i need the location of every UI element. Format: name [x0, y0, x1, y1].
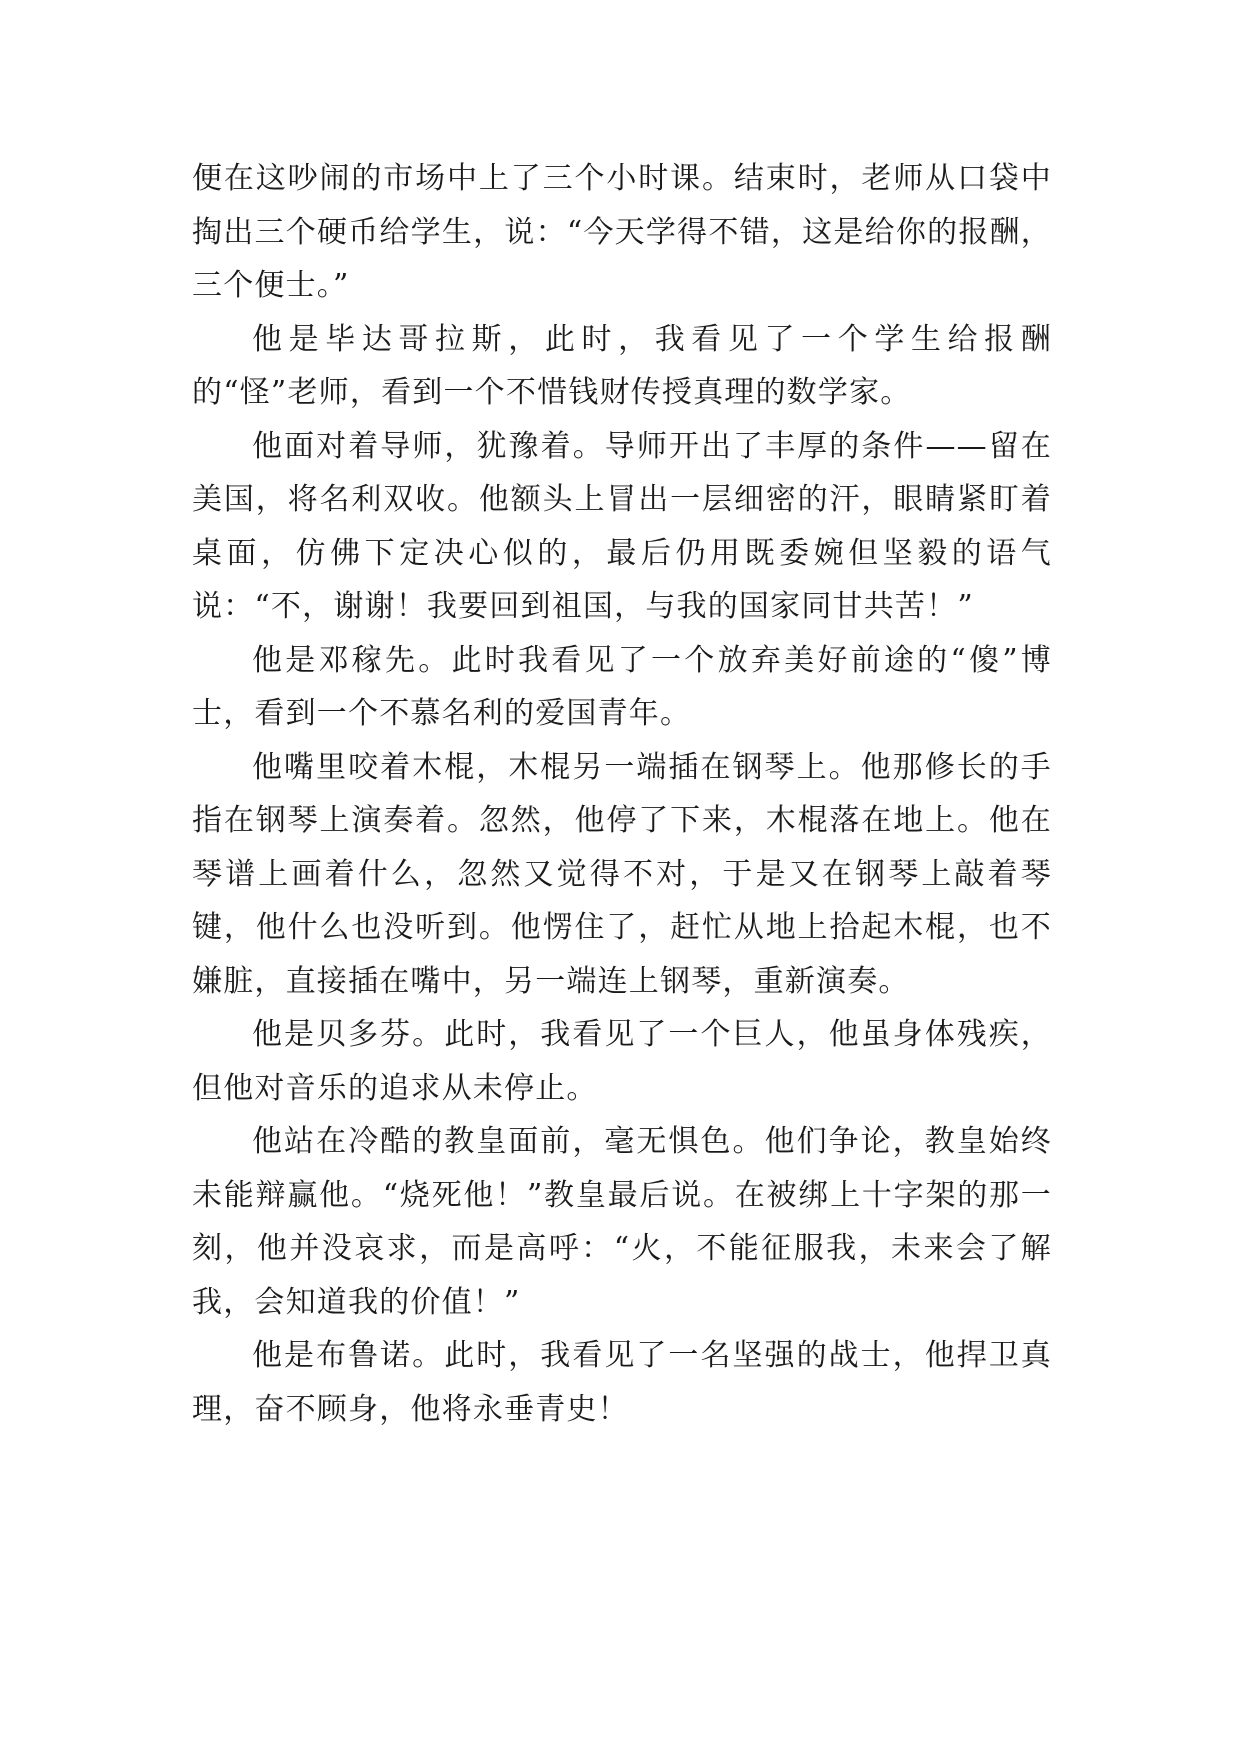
paragraph-continuation: 便在这吵闹的市场中上了三个小时课。结束时，老师从口袋中掏出三个硬币给学生，说：“今天学得不错，这是给你的报酬，三个便士。”	[192, 161, 1052, 303]
paragraph-bruno: 他是布鲁诺。此时，我看见了一名坚强的战士，他捍卫真理，奋不顾身，他将永垂青史！	[192, 1338, 1052, 1427]
paragraph-piano-scene: 他嘴里咬着木棍，木棍另一端插在钢琴上。他那修长的手指在钢琴上演奏着。忽然，他停了下来，木棍落在地上。他在琴谱上画着什么，忽然又觉得不对，于是又在钢琴上敲着琴键，他什么也没听到。他愣住了，赶忙从地上拾起木棍，也不嫌脏，直接插在嘴中，另一端连上钢琴，重新演奏。	[192, 749, 1052, 999]
paragraph-mentor-scene: 他面对着导师，犹豫着。导师开出了丰厚的条件——留在美国，将名利双收。他额头上冒出一层细密的汗，眼睛紧盯着桌面，仿佛下定决心似的，最后仍用既委婉但坚毅的语气说：“不，谢谢！我要回到祖国，与我的国家同甘共苦！”	[192, 428, 1052, 624]
document-body	[192, 152, 1052, 1436]
paragraph-beethoven: 他是贝多芬。此时，我看见了一个巨人，他虽身体残疾，但他对音乐的追求从未停止。	[192, 1017, 1052, 1106]
paragraph-pope-scene: 他站在冷酷的教皇面前，毫无惧色。他们争论，教皇始终未能辩赢他。“烧死他！”教皇最后说。在被绑上十字架的那一刻，他并没哀求，而是高呼：“火，不能征服我，未来会了解我，会知道我的价值！”	[192, 1124, 1052, 1320]
paragraph-deng-jiaxian: 他是邓稼先。此时我看见了一个放弃美好前途的“傻”博士，看到一个不慕名利的爱国青年。	[192, 642, 1052, 731]
paragraph-pythagoras: 他是毕达哥拉斯，此时，我看见了一个学生给报酬的“怪”老师，看到一个不惜钱财传授真理的数学家。	[192, 321, 1052, 410]
